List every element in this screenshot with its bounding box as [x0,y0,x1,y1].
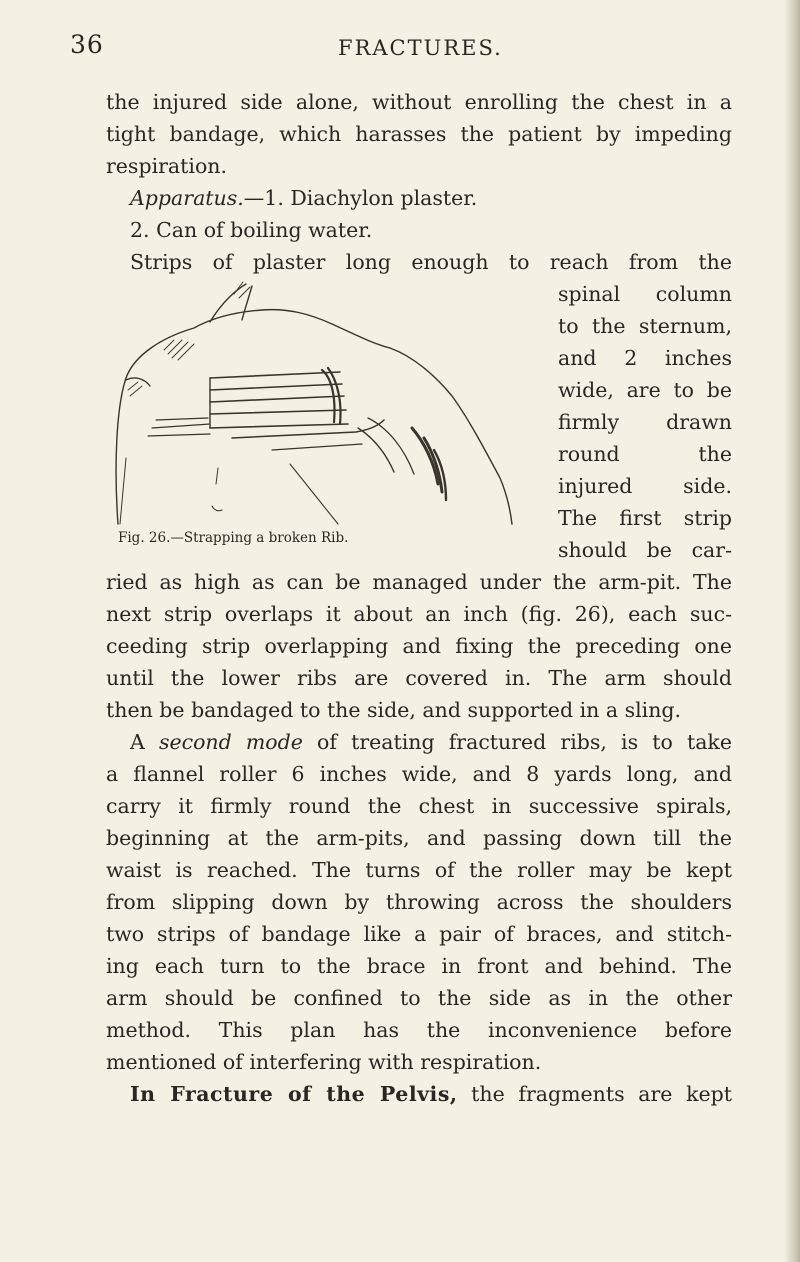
text-line: arm should be confined to the side as in the other [106,986,732,1010]
text-line: two strips of bandage like a pair of braces, and stitch- [106,922,732,946]
text-fragment: of treating fractured ribs, is to take [317,730,732,754]
text-line: until the lower ribs are covered in. The arm should [106,666,732,690]
side-text-line: spinal column [558,282,732,306]
text-line: method. This plan has the inconvenience before [106,1018,732,1042]
side-text-line: and 2 inches [558,346,732,370]
text-line: mentioned of interfering with respiration. [106,1050,542,1074]
text-line: carry it firmly round the chest in successive spirals, [106,794,732,818]
side-text-line: wide, are to be [558,378,732,402]
second-mode-heading: second mode [158,730,303,754]
second-mode-line [130,726,732,758]
text-line: then be bandaged to the side, and supported in a sling. [106,698,682,722]
page-edge-shadow [784,0,800,1262]
apparatus-heading: Apparatus. [130,186,244,210]
running-head: FRACTURES. [338,36,503,60]
side-text-line: firmly drawn [558,410,732,434]
apparatus-item-1: —1. Diachylon plaster. [243,186,478,210]
text-line: the injured side alone, without enrolling the chest in a [106,90,732,114]
text-line: respiration. [106,154,228,178]
side-text-line: to the sternum, [558,314,732,338]
text-line: a flannel roller 6 inches wide, and 8 yards long, and [106,762,732,786]
text-line: ceeding strip overlapping and fixing the preceding one [106,634,732,658]
text-line: ing each turn to the brace in front and behind. The [106,954,732,978]
text-line: Strips of plaster long enough to reach from the [130,250,732,274]
side-text-line: The first strip [558,506,732,530]
page-number: 36 [70,30,104,59]
text-line: waist is reached. The turns of the roller may be kept [106,858,732,882]
text-line: next strip overlaps it about an inch (fig. 26), each suc- [106,602,732,626]
side-text-line: round the [558,442,732,466]
text-line: tight bandage, which harasses the patient by impeding [106,122,732,146]
rib-strapping-illustration [112,278,548,530]
text-fragment: A [130,730,145,754]
text-fragment: the fragments are kept [471,1082,732,1106]
apparatus-line [130,182,732,214]
figure-caption: Fig. 26.—Strapping a broken Rib. [118,530,349,546]
text-line: ried as high as can be managed under the arm-pit. The [106,570,732,594]
side-text-line: should be car- [558,538,732,562]
side-text-line: injured side. [558,474,732,498]
pelvis-line [130,1078,732,1110]
pelvis-heading: In Fracture of the Pelvis, [130,1082,458,1106]
apparatus-item-2: 2. Can of boiling water. [130,218,373,242]
text-line: from slipping down by throwing across the shoulders [106,890,732,914]
text-line: beginning at the arm-pits, and passing down till the [106,826,732,850]
